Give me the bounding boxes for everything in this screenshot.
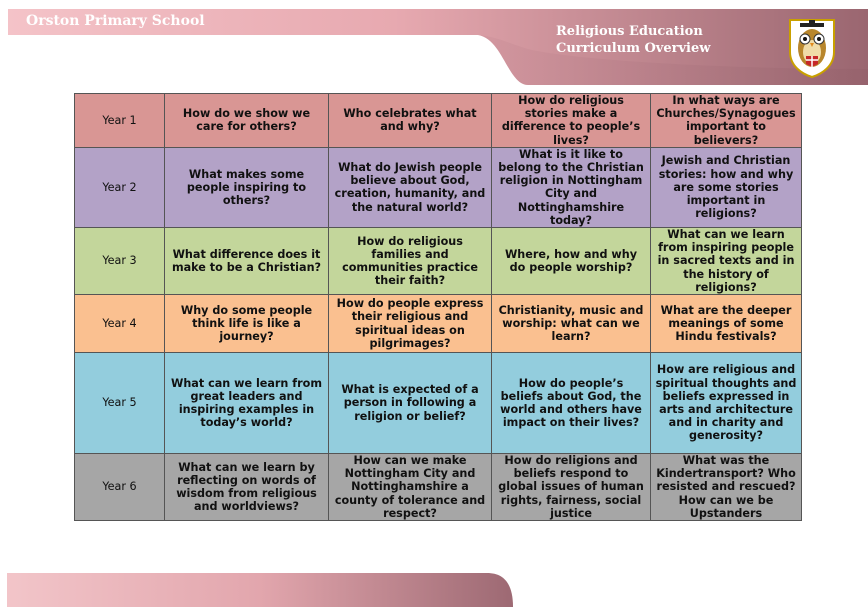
topic-cell: Christianity, music and worship: what can we learn?	[492, 295, 651, 353]
topic-cell: How are religious and spiritual thoughts and beliefs expressed in arts and architecture and in charity and generosity?	[651, 353, 802, 454]
table-row	[75, 295, 802, 353]
topic-cell: Why do some people think life is like a journey?	[165, 295, 329, 353]
table-row	[75, 147, 802, 227]
topic-cell: What was the Kindertransport? Who resisted and rescued? How can we be Upstanders	[651, 454, 802, 521]
topic-cell: How do religious stories make a difference to people’s lives?	[492, 94, 651, 148]
year-label: Year 3	[75, 228, 165, 295]
table-row	[75, 353, 802, 454]
topic-cell: Jewish and Christian stories: how and why are some stories important in religions?	[651, 147, 802, 227]
topic-cell: How do we show we care for others?	[165, 94, 329, 148]
topic-cell: What makes some people inspiring to others?	[165, 147, 329, 227]
topic-cell: What are the deeper meanings of some Hindu festivals?	[651, 295, 802, 353]
topic-cell: How can we make Nottingham City and Nottinghamshire a county of tolerance and respect?	[329, 454, 492, 521]
table-row	[75, 228, 802, 295]
year-label: Year 5	[75, 353, 165, 454]
topic-cell: In what ways are Churches/Synagogues important to believers?	[651, 94, 802, 148]
topic-cell: How do people express their religious and spiritual ideas on pilgrimages?	[329, 295, 492, 353]
topic-cell: What can we learn from inspiring people in sacred texts and in the history of religions?	[651, 228, 802, 295]
topic-cell: What do Jewish people believe about God, creation, humanity, and the natural world?	[329, 147, 492, 227]
topic-cell: How do religious families and communities practice their faith?	[329, 228, 492, 295]
topic-cell: What difference does it make to be a Christian?	[165, 228, 329, 295]
footer-band	[7, 573, 513, 607]
topic-cell: How do religions and beliefs respond to global issues of human rights, fairness, social justice	[492, 454, 651, 521]
topic-cell: What is expected of a person in following a religion or belief?	[329, 353, 492, 454]
topic-cell: What can we learn by reflecting on words of wisdom from religious and worldviews?	[165, 454, 329, 521]
topic-cell: What is it like to belong to the Christian religion in Nottingham City and Nottinghamshire today?	[492, 147, 651, 227]
topic-cell: What can we learn from great leaders and inspiring examples in today’s world?	[165, 353, 329, 454]
curriculum-table	[74, 93, 802, 521]
year-label: Year 1	[75, 94, 165, 148]
school-name: Orston Primary School	[26, 13, 205, 29]
topic-cell: Where, how and why do people worship?	[492, 228, 651, 295]
table-row	[75, 454, 802, 521]
table-row	[75, 94, 802, 148]
year-label: Year 2	[75, 147, 165, 227]
owl-crest-icon	[788, 18, 836, 78]
title-line-2: Curriculum Overview	[556, 41, 711, 56]
year-label: Year 6	[75, 454, 165, 521]
topic-cell: Who celebrates what and why?	[329, 94, 492, 148]
year-label: Year 4	[75, 295, 165, 353]
title-line-1: Religious Education	[556, 24, 703, 39]
topic-cell: How do people’s beliefs about God, the world and others have impact on their lives?	[492, 353, 651, 454]
document-title	[556, 23, 710, 57]
